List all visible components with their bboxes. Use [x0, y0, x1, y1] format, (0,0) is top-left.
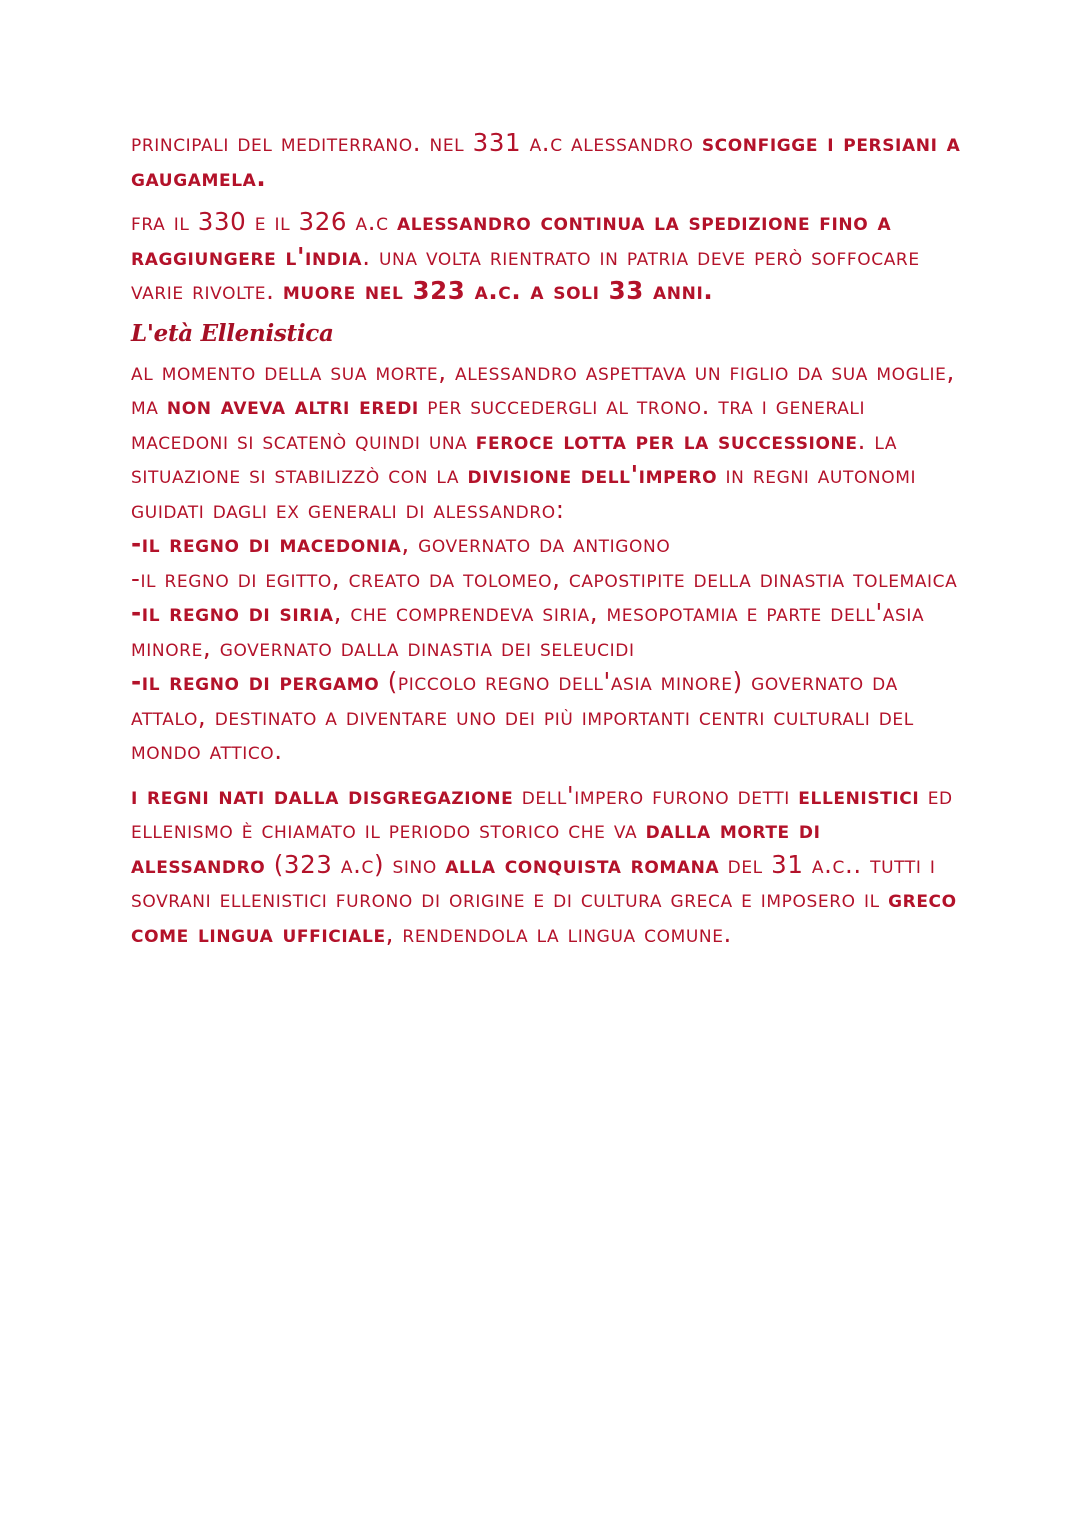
bold-run: -il regno di siria [131, 598, 334, 627]
bold-run: greco come lingua ufficiale [131, 884, 957, 948]
text-run: , rendendola la lingua comune. [385, 918, 732, 948]
bold-run: ellenistici [798, 780, 920, 810]
list-item-pergamo [131, 665, 961, 769]
list-item-siria [131, 596, 961, 665]
bold-run: sconfigge i persiani a gaugamela. [131, 128, 961, 192]
text-run: , che comprendeva siria, mesopotamia e parte dell'asia minore, governato dalla dinastia dei seleucidi [131, 598, 925, 662]
text-run: fra il 330 e il 326 a.c [131, 207, 397, 236]
kingdoms-list [131, 527, 961, 769]
text-run: dell'impero furono detti [513, 780, 799, 810]
text-run: -il regno di egitto, creato da tolomeo, capostipite della dinastia tolemaica [131, 563, 958, 593]
text-run: in regni autonomi guidati dagli ex generali di alessandro: [131, 460, 917, 524]
campaign-paragraph [131, 205, 961, 309]
bold-run: -il regno di macedonia [131, 529, 402, 558]
succession-paragraph [131, 355, 961, 528]
hellenism-paragraph [131, 779, 961, 952]
text-run: (323 a.c) sino [265, 849, 446, 879]
text-run: per succedergli al trono. tra i generali macedoni si scatenò quindi una [131, 391, 866, 455]
text-run: al momento della sua morte, alessandro aspettava un figlio da sua moglie, ma [131, 356, 955, 420]
text-run: del 31 a.c.. tutti i sovrani ellenistici furono di origine e di cultura greca e imposero il [131, 849, 936, 913]
bold-run: feroce lotta per la successione [475, 425, 858, 455]
text-run: , governato da antigono [401, 529, 671, 558]
text-run: principali del mediterrano. nel 331 a.c alessandro [131, 128, 702, 157]
bold-run: i regni nati dalla disgregazione [131, 780, 514, 810]
intro-paragraph [131, 126, 961, 195]
bold-run: alessandro continua la spedizione fino a raggiungere l'india [131, 207, 892, 271]
text-run: (piccolo regno dell'asia minore) governato da attalo, destinato a diventare uno dei più importanti centri culturali del mondo attico. [131, 667, 914, 765]
bold-run: divisione dell'impero [467, 460, 718, 489]
list-item-macedonia [131, 527, 961, 562]
section-heading: L'età Ellenistica [131, 319, 334, 347]
bold-run: alla conquista romana [445, 849, 720, 879]
text-run: ed ellenismo è chiamato il periodo storico che va [131, 780, 953, 844]
text-run: . la situazione si stabilizzò con la [131, 425, 898, 489]
bold-run: muore nel 323 a.c. a soli 33 anni. [282, 276, 714, 305]
bold-run: non aveva altri eredi [166, 391, 419, 420]
bold-run: dalla morte di alessandro [131, 815, 821, 879]
list-item-egitto [131, 562, 961, 597]
document-page [131, 126, 961, 951]
bold-run: -il regno di pergamo [131, 667, 380, 696]
text-run: . una volta rientrato in patria deve però soffocare varie rivolte. [131, 241, 920, 305]
